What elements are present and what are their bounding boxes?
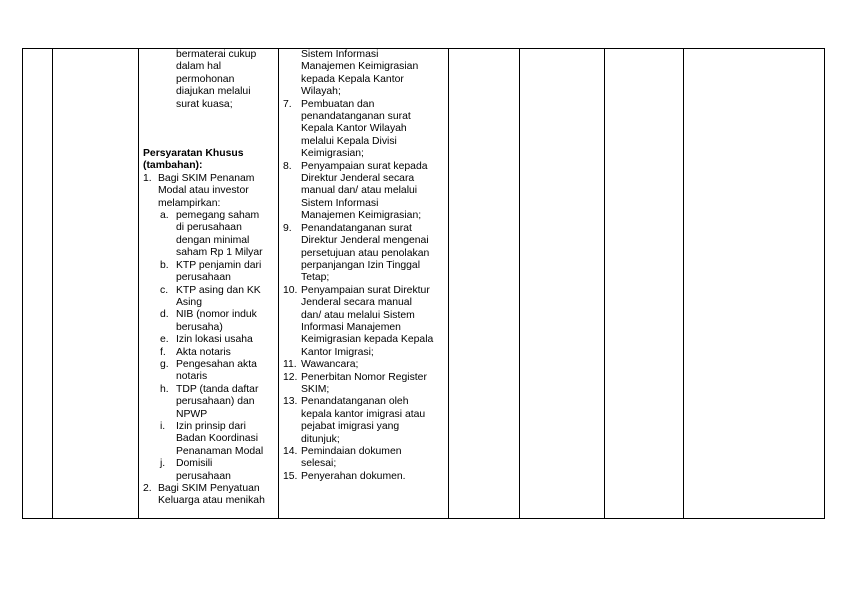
cell-procedure (279, 49, 449, 519)
sub-list-letter: b. (160, 259, 169, 271)
sub-list-letter: j. (160, 458, 166, 470)
procedure-step-number: 15. (283, 470, 298, 482)
cell-number (23, 49, 53, 519)
sub-list-item (143, 285, 276, 310)
list-item-number: 1. (143, 172, 152, 184)
text-line: Pembuatan dan (301, 98, 375, 110)
requirement-text-line: dalam hal (176, 61, 222, 73)
procedure-step-number: 8. (283, 160, 292, 172)
sub-list-text (176, 309, 276, 334)
procedure-step-text (301, 99, 446, 161)
procedure-step (283, 372, 446, 397)
cell-service-type (53, 49, 139, 519)
text-line: Akta notaris (176, 346, 231, 358)
text-line: TDP (tanda daftar (176, 383, 259, 395)
requirement-text-line: diajukan melalui (176, 86, 251, 98)
text-line: Direktur Jenderal secara (301, 173, 415, 185)
text-line: Penandatanganan surat (301, 222, 412, 234)
text-line: Izin lokasi usaha (176, 334, 253, 346)
sub-list-letter: i. (160, 420, 166, 432)
text-line: Pengesahan akta (176, 358, 257, 370)
procedure-step (283, 223, 446, 285)
text-line: notaris (176, 371, 208, 383)
procedure-text-line: kepada Kepala Kantor (301, 73, 404, 85)
sub-list-text (176, 347, 276, 359)
list-item (143, 173, 276, 210)
procedure-step-number: 10. (283, 284, 298, 296)
text-line: Penyampaian surat Direktur (301, 284, 430, 296)
requirement-text-line: surat kuasa; (176, 98, 233, 110)
text-line: saham Rp 1 Milyar (176, 247, 263, 259)
text-line: Penyerahan dokumen. (301, 470, 406, 482)
sub-list-letter: h. (160, 383, 169, 395)
procedure-step (283, 446, 446, 471)
text-line: Modal atau investor (158, 185, 249, 197)
procedure-step-text (301, 372, 446, 397)
sub-list-item (143, 334, 276, 346)
special-requirements-heading: Persyaratan Khusus (143, 148, 244, 160)
procedure-step-number: 12. (283, 371, 298, 383)
cell-empty-5 (449, 49, 520, 519)
procedure-step-number: 11. (283, 359, 297, 371)
text-line: melampirkan: (158, 197, 221, 209)
text-line: Penyampaian surat kepada (301, 160, 428, 172)
sub-list-item (143, 384, 276, 421)
text-line: Wawancara; (301, 359, 359, 371)
sub-list-item (143, 347, 276, 359)
text-line: perusahaan (176, 272, 231, 284)
cell-requirements (139, 49, 279, 519)
text-line: pemegang saham (176, 210, 260, 222)
sub-list-letter: d. (160, 309, 169, 321)
text-line: selesai; (301, 458, 337, 470)
text-line: pejabat imigrasi yang (301, 421, 400, 433)
list-item-text (158, 173, 276, 210)
sub-list-text (176, 260, 276, 285)
sub-list-letter: e. (160, 334, 169, 346)
sub-list-text (176, 210, 276, 260)
text-line: Penerbitan Nomor Register (301, 371, 427, 383)
procedure-step (283, 161, 446, 223)
text-line: Bagi SKIM Penanam (158, 172, 255, 184)
text-line: Asing (176, 296, 202, 308)
sub-list-item (143, 421, 276, 458)
text-line: dan/ atau melalui Sistem (301, 309, 415, 321)
text-line: KTP asing dan KK (176, 284, 261, 296)
text-line: Domisili (176, 458, 213, 470)
text-line: KTP penjamin dari (176, 259, 262, 271)
text-line: Jenderal secara manual (301, 297, 412, 309)
procedure-step-text (301, 446, 446, 471)
text-line: manual dan/ atau melalui (301, 185, 418, 197)
procedure-step-number: 14. (283, 446, 298, 457)
text-line: Tetap; (301, 272, 330, 284)
procedure-step-number: 9. (283, 222, 292, 234)
procedure-text-line: Manajemen Keimigrasian (301, 61, 419, 73)
list-item-number: 2. (143, 483, 152, 494)
text-line: dengan minimal (176, 234, 250, 246)
text-line: Kantor Imigrasi; (301, 346, 374, 358)
procedure-step (283, 471, 446, 483)
cell-empty-8 (684, 49, 825, 519)
requirements-table (22, 48, 825, 519)
list-item-text (158, 483, 276, 508)
list-item (143, 483, 276, 508)
procedure-step-text (301, 359, 446, 371)
special-requirements-heading: (tambahan): (143, 160, 203, 172)
procedure-text-line: Sistem Informasi (301, 49, 379, 60)
procedure-step (283, 396, 446, 446)
sub-list-item (143, 210, 276, 260)
procedure-step-number: 13. (283, 396, 298, 408)
requirement-text-line: bermaterai cukup (176, 49, 257, 60)
sub-list-letter: f. (160, 346, 166, 358)
text-line: berusaha) (176, 321, 223, 333)
text-line: Direktur Jenderal mengenai (301, 235, 429, 247)
procedure-text-line: Wilayah; (301, 86, 341, 98)
text-line: Penanaman Modal (176, 445, 264, 457)
sub-list-letter: a. (160, 210, 169, 222)
table-row (23, 49, 825, 519)
requirement-text-line: permohonan (176, 73, 235, 85)
procedure-step (283, 359, 446, 371)
sub-list-text (176, 384, 276, 421)
spacer (143, 111, 276, 148)
text-line: Keluarga atau menikah (158, 495, 265, 507)
text-line: Informasi Manajemen (301, 321, 401, 333)
sub-list-text (176, 359, 276, 384)
text-line: SKIM; (301, 383, 330, 395)
text-line: melalui Kepala Divisi (301, 135, 397, 147)
procedure-step-number: 7. (283, 98, 292, 110)
sub-list-text (176, 285, 276, 310)
text-line: ditunjuk; (301, 433, 340, 445)
sub-list-letter: c. (160, 284, 169, 296)
text-line: persetujuan atau penolakan (301, 247, 430, 259)
cell-empty-6 (520, 49, 605, 519)
cell-empty-7 (605, 49, 684, 519)
text-line: Manajemen Keimigrasian; (301, 210, 422, 222)
sub-list-item (143, 260, 276, 285)
text-line: Keimigrasian; (301, 148, 364, 160)
text-line: Pemindaian dokumen (301, 446, 402, 457)
sub-list-letter: g. (160, 358, 169, 370)
sub-list-item (143, 359, 276, 384)
text-line: NPWP (176, 408, 208, 420)
text-line: Kepala Kantor Wilayah (301, 123, 407, 135)
text-line: penandatanganan surat (301, 111, 411, 123)
procedure-step-text (301, 471, 446, 483)
text-line: Penandatanganan oleh (301, 396, 409, 408)
text-line: Keimigrasian kepada Kepala (301, 334, 434, 346)
sub-list-text (176, 458, 276, 483)
sub-list-text (176, 421, 276, 458)
procedure-step-text (301, 223, 446, 285)
procedure-step (283, 285, 446, 359)
procedure-step-text (301, 396, 446, 446)
text-line: Sistem Informasi (301, 197, 379, 209)
text-line: perusahaan (176, 470, 231, 482)
sub-list-text (176, 334, 276, 346)
sub-list-item (143, 458, 276, 483)
procedure-step-text (301, 161, 446, 223)
procedure-step (283, 99, 446, 161)
procedure-step-text (301, 285, 446, 359)
text-line: Bagi SKIM Penyatuan (158, 483, 260, 494)
text-line: perusahaan) dan (176, 396, 255, 408)
text-line: kepala kantor imigrasi atau (301, 408, 426, 420)
text-line: Badan Koordinasi (176, 433, 259, 445)
text-line: perpanjangan Izin Tinggal (301, 259, 421, 271)
sub-list-item (143, 309, 276, 334)
text-line: di perusahaan (176, 222, 242, 234)
text-line: Izin prinsip dari (176, 420, 246, 432)
text-line: NIB (nomor induk (176, 309, 257, 321)
